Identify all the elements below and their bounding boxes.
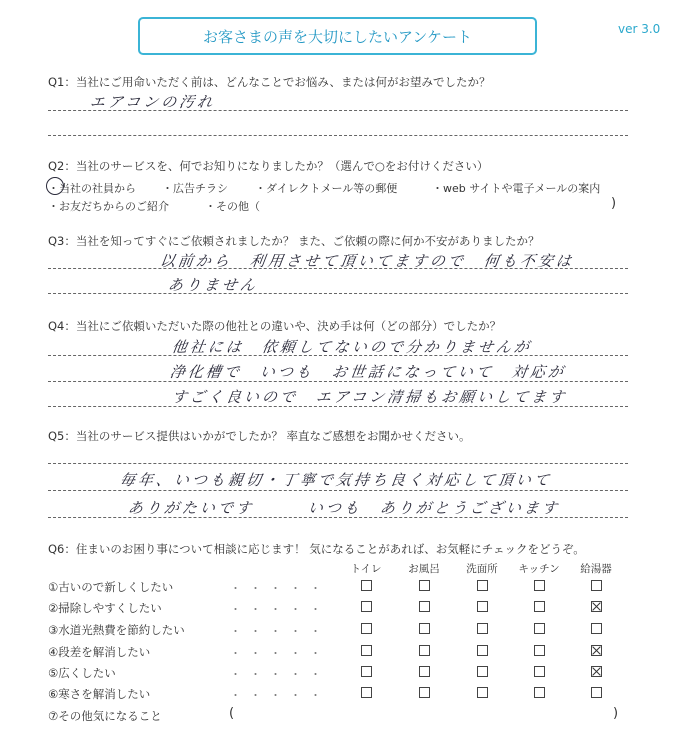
version-label: ver 3.0 xyxy=(618,22,661,36)
q4-question: Q4：当社にご依頼いただいた際の他社との違いや、決め手は何（どの部分）でしたか？ xyxy=(48,319,502,333)
checkbox-unchecked[interactable] xyxy=(361,645,372,656)
q5-answer-line-1[interactable]: 毎年、いつも親切・丁寧で気持ち良く対応して頂いて xyxy=(118,471,554,489)
checkbox-unchecked[interactable] xyxy=(419,601,430,612)
q5-line-1 xyxy=(48,463,628,464)
q4-line-3 xyxy=(48,406,628,407)
q1-answer[interactable]: エアコンの汚れ xyxy=(88,93,217,111)
q2-option-web[interactable]: ・web サイトや電子メールの案内 xyxy=(432,182,601,195)
q2-other-close-paren: ) xyxy=(611,196,617,211)
checkbox-unchecked[interactable] xyxy=(419,666,430,677)
checkbox-unchecked[interactable] xyxy=(419,580,430,591)
checkbox-unchecked[interactable] xyxy=(591,687,602,698)
survey-title xyxy=(138,17,537,55)
checkbox-unchecked[interactable] xyxy=(534,666,545,677)
q3-line-2 xyxy=(48,293,628,294)
checkbox-unchecked[interactable] xyxy=(419,687,430,698)
other-close-paren: ) xyxy=(613,706,619,721)
q5-question: Q5：当社のサービス提供はいかがでしたか？ 率直なご感想をお聞かせください。 xyxy=(48,429,471,443)
row-dots: ・・・・・ xyxy=(230,668,330,681)
q4-answer-line-2[interactable]: 浄化槽で いつも お世話になっていて 対応が xyxy=(168,363,568,381)
checkbox-checked[interactable] xyxy=(591,645,602,656)
q3-answer-line-1[interactable]: 以前から 利用させて頂いてますので 何も不安は xyxy=(158,252,576,270)
q2-option-other[interactable]: ・その他（ xyxy=(205,200,260,213)
row-dots: ・・・・・ xyxy=(230,647,330,660)
q4-answer-line-3[interactable]: すごく良いので エアコン清掃もお願いしてます xyxy=(170,388,569,406)
checkbox-checked[interactable] xyxy=(591,666,602,677)
checkbox-unchecked[interactable] xyxy=(419,645,430,656)
q3-answer-line-2[interactable]: ありません xyxy=(166,276,260,294)
q4-answer-line-1[interactable]: 他社には 依頼してないので分かりませんが xyxy=(170,338,534,356)
row-label: ③水道光熱費を節約したい xyxy=(48,623,185,637)
survey-title-text: お客さまの声を大切にしたいアンケート xyxy=(202,27,473,46)
q5-line-3 xyxy=(48,517,628,518)
checkbox-unchecked[interactable] xyxy=(534,687,545,698)
col-header-bath: お風呂 xyxy=(408,563,440,575)
checkbox-unchecked[interactable] xyxy=(361,687,372,698)
checkbox-unchecked[interactable] xyxy=(419,623,430,634)
checkbox-unchecked[interactable] xyxy=(361,580,372,591)
checkbox-unchecked[interactable] xyxy=(477,580,488,591)
checkbox-unchecked[interactable] xyxy=(534,645,545,656)
col-header-washroom: 洗面所 xyxy=(466,563,498,575)
checkbox-checked[interactable] xyxy=(591,601,602,612)
row-dots: ・・・・・ xyxy=(230,689,330,702)
checkbox-unchecked[interactable] xyxy=(477,623,488,634)
q2-option-friend[interactable]: ・お友だちからのご紹介 xyxy=(48,200,169,213)
row-label: ①古いので新しくしたい xyxy=(48,580,174,594)
row-label: ⑥寒さを解消したい xyxy=(48,687,151,701)
row-dots: ・・・・・ xyxy=(230,582,330,595)
col-header-toilet: トイレ xyxy=(350,563,382,575)
q2-option-staff[interactable]: ・当社の社員から xyxy=(48,182,136,195)
row-label: ④段差を解消したい xyxy=(48,645,151,659)
checkbox-unchecked[interactable] xyxy=(591,623,602,634)
row-dots: ・・・・・ xyxy=(230,603,330,616)
q2-option-mail[interactable]: ・ダイレクトメール等の郵便 xyxy=(255,182,398,195)
checkbox-unchecked[interactable] xyxy=(477,687,488,698)
checkbox-unchecked[interactable] xyxy=(534,601,545,612)
q5-answer-line-2[interactable]: ありがたいです いつも ありがとうございます xyxy=(126,499,562,517)
q3-question: Q3：当社を知ってすぐにご依頼されましたか？ また、ご依頼の際に何か不安がありましたか？ xyxy=(48,234,540,248)
q1-question: Q1：当社にご用命いただく前は、どんなことでお悩み、または何がお望みでしたか？ xyxy=(48,75,491,89)
checkbox-unchecked[interactable] xyxy=(591,580,602,591)
checkbox-unchecked[interactable] xyxy=(477,601,488,612)
other-open-paren: ( xyxy=(229,706,235,721)
col-header-kitchen: キッチン xyxy=(518,563,560,575)
q6-question: Q6：住まいのお困り事について相談に応じます！ 気になることがあれば、お気軽にチェックをどうぞ。 xyxy=(48,542,585,556)
col-header-water-heater: 給湯器 xyxy=(580,563,612,575)
other-concern-label: ⑦その他気になること xyxy=(48,709,162,723)
checkbox-unchecked[interactable] xyxy=(361,623,372,634)
checkbox-unchecked[interactable] xyxy=(534,623,545,634)
checkbox-unchecked[interactable] xyxy=(477,666,488,677)
q4-line-2 xyxy=(48,381,628,382)
q4-line-1 xyxy=(48,355,628,356)
q2-question: Q2：当社のサービスを、何でお知りになりましたか？（選んで○をお付けください） xyxy=(48,159,489,173)
row-label: ②掃除しやすくしたい xyxy=(48,601,162,615)
q2-option-flyer[interactable]: ・広告チラシ xyxy=(162,182,228,195)
checkbox-unchecked[interactable] xyxy=(477,645,488,656)
q3-line-1 xyxy=(48,268,628,269)
checkbox-unchecked[interactable] xyxy=(534,580,545,591)
checkbox-unchecked[interactable] xyxy=(361,666,372,677)
q5-line-2 xyxy=(48,490,628,491)
q1-line-1 xyxy=(48,110,628,111)
row-label: ⑤広くしたい xyxy=(48,666,116,680)
checkbox-unchecked[interactable] xyxy=(361,601,372,612)
q1-line-2 xyxy=(48,135,628,136)
row-dots: ・・・・・ xyxy=(230,625,330,638)
